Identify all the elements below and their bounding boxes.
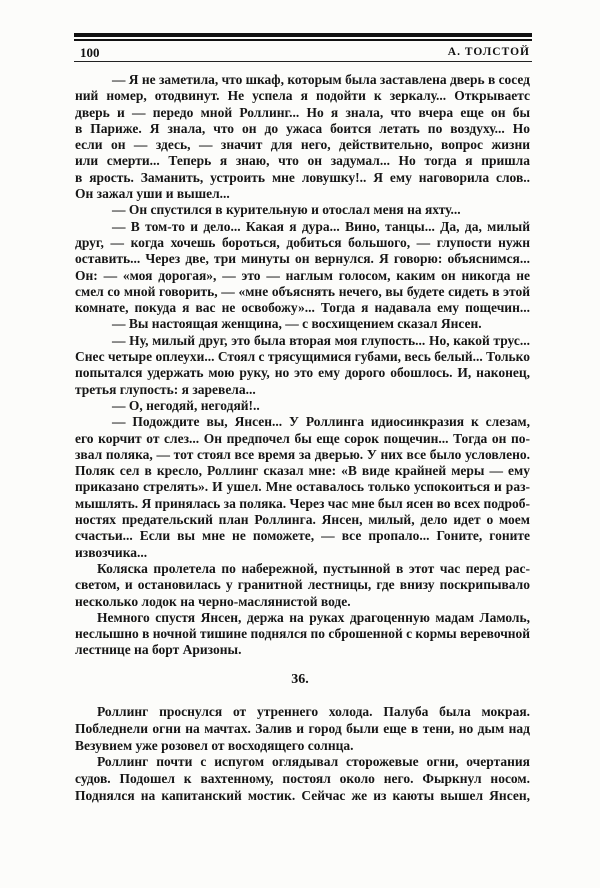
text-line: — Он спустился в курительную и отослал меня на яхту... bbox=[112, 202, 461, 218]
text-line: несколько лодок на черно-маслянистой воде. bbox=[75, 593, 351, 609]
text-line: — Я не заметила, что шкаф, которым была заставлена дверь в сосед bbox=[112, 72, 530, 87]
text-line: в Париже. Я знала, что он до ужаса боится летать по воздуху... Но bbox=[75, 120, 530, 136]
text-line: Роллинг почти с испугом оглядывал сторожевые огни, очертания bbox=[97, 754, 530, 770]
text-line: Немного спустя Янсен, держа на руках драгоценную мадам Ламоль, bbox=[97, 609, 530, 625]
text-line: Везувием уже розовел от восходящего солнца. bbox=[75, 737, 354, 753]
text-line: мышлять. Я принялась за поляка. Через час мне был ясен во всех подроб- bbox=[75, 495, 530, 511]
text-line: ний номер, отодвинут. Не успела я подойти к зеркалу... Открываетс bbox=[75, 88, 530, 104]
header-underline bbox=[74, 61, 532, 62]
header-rule-thick bbox=[74, 33, 532, 37]
text-line: попытался удержать мою руку, но это ему дорого обошлось. И, наконец, bbox=[75, 365, 530, 381]
text-line: — О, негодяй, негодяй!.. bbox=[112, 397, 260, 413]
header-rule-thin bbox=[74, 39, 532, 41]
text-line: Он: — «моя дорогая», — это — наглым голосом, каким он никогда не bbox=[75, 267, 530, 283]
text-line: смел со мной говорить, — «мне объяснять нечего, вы будете сидеть в этой bbox=[75, 283, 530, 299]
text-line: Роллинг проснулся от утреннего холода. Палуба была мокрая. bbox=[97, 704, 530, 719]
text-line: Коляска пролетела по набережной, пустынной в этот час перед рас- bbox=[97, 560, 530, 576]
text-line: дверь и — передо мной Роллинг... Но я знала, что вчера еще он бы bbox=[75, 104, 530, 120]
text-line: — В том-то и дело... Какая я дура... Вино, танцы... Да, да, милый bbox=[112, 218, 530, 234]
text-line: светом, и остановилась у гранитной лестницы, где внизу поскрипывало bbox=[75, 577, 530, 593]
text-line: третья глупость: я заревела... bbox=[75, 381, 256, 397]
text-block-1 bbox=[75, 72, 530, 659]
text-line: оставить... Через две, три минуты он вернулся. Я говорю: объяснимся... bbox=[75, 251, 530, 267]
text-line: — Подождите вы, Янсен... У Роллинга идиосинкразия к слезам, bbox=[112, 414, 530, 430]
text-line: если он — здесь, — значит для него, действительно, вопрос жизни bbox=[75, 137, 530, 153]
text-line: звал поляка, — тот стоял все время за дверью. У них все было условлено. bbox=[75, 446, 530, 462]
running-title: А. ТОЛСТОЙ bbox=[447, 46, 530, 58]
text-line: Снес четыре оплеухи... Стоял с трясущимися губами, весь белый... Только bbox=[75, 349, 530, 365]
text-line: Поднялся на капитанский мостик. Сейчас же из каюты вышел Янсен, bbox=[75, 787, 530, 803]
text-line: Он зажал уши и вышел... bbox=[75, 186, 230, 202]
text-line: судов. Подошел к вахтенному, постоял около него. Фыркнул носом. bbox=[75, 771, 530, 787]
text-line: Поляк сел в кресло, Роллинг сказал мне: «В виде крайней меры — ему bbox=[75, 463, 530, 479]
text-line: или смерти... Теперь я знаю, что он задумал... Но тогда я пришла bbox=[75, 153, 530, 169]
text-line: — Вы настоящая женщина, — с восхищением сказал Янсен. bbox=[112, 316, 482, 332]
text-line: друг, — когда хочешь бороться, добиться большого, — глупости нужн bbox=[75, 234, 530, 250]
text-line: в ярость. Заманить, устроить мне ловушку!.. Я ему наговорила слов.. bbox=[75, 169, 530, 185]
text-line: неслышно в ночной тишине поднялся по сброшенной с кормы веревочной bbox=[75, 626, 530, 642]
text-line: счастьи... Если вы мне не поможете, — все пропало... Гоните, гоните bbox=[75, 528, 530, 544]
text-line: извозчика... bbox=[75, 544, 148, 560]
text-line: — Ну, милый друг, это была вторая моя глупость... Но, какой трус... bbox=[112, 332, 530, 348]
text-line: Побледнели огни на мачтах. Залив и город были еще в тени, но дым над bbox=[75, 720, 530, 736]
text-line: лестнице на борт Аризоны. bbox=[75, 642, 242, 658]
text-line: его корчит от слез... Он предпочел бы еще сорок пощечин... Тогда он по- bbox=[75, 430, 530, 446]
page-number: 100 bbox=[80, 45, 100, 60]
text-line: приказано стрелять». И ушел. Мне оставалось только успокоиться и раз- bbox=[75, 479, 530, 495]
text-block-2 bbox=[75, 704, 530, 805]
text-line: комнате, покуда я вас не освобожу»... Тогда я надавала ему пощечин... bbox=[75, 300, 530, 316]
chapter-number: 36. bbox=[291, 672, 309, 687]
text-line: ностях предательский план Роллинга. Янсен, милый, дело идет о моем bbox=[75, 512, 530, 528]
